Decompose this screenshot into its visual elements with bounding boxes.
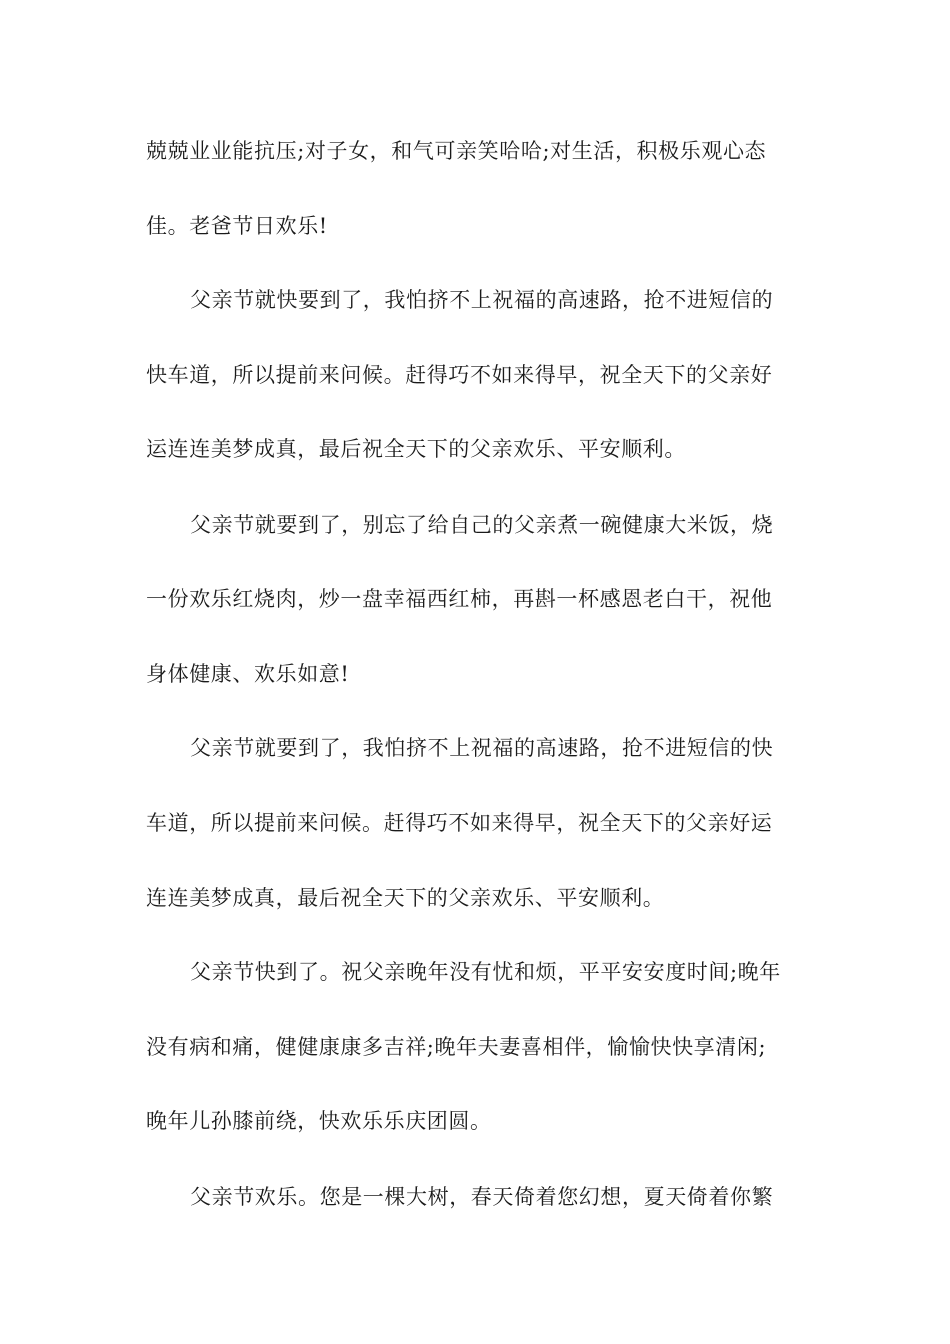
paragraph-first-line: 父亲节欢乐。您是一棵大树，春天倚着您幻想，夏天倚着你繁 xyxy=(190,1185,774,1209)
paragraph-line: 没有病和痛，健健康康多吉祥;晚年夫妻喜相伴，愉愉快快享清闲; xyxy=(146,1035,767,1059)
paragraph-first-line: 父亲节就快要到了，我怕挤不上祝福的高速路，抢不进短信的 xyxy=(190,288,774,312)
paragraph-line: 兢兢业业能抗压;对子女，和气可亲笑哈哈;对生活，积极乐观心态 xyxy=(146,139,767,163)
paragraph-line: 身体健康、欢乐如意! xyxy=(146,662,350,686)
paragraph-first-line: 父亲节就要到了，我怕挤不上祝福的高速路，抢不进短信的快 xyxy=(190,736,774,760)
paragraph-first-line: 父亲节就要到了，别忘了给自己的父亲煮一碗健康大米饭，烧 xyxy=(190,513,774,537)
paragraph-line: 快车道，所以提前来问候。赶得巧不如来得早，祝全天下的父亲好 xyxy=(146,363,773,387)
paragraph-first-line: 父亲节快到了。祝父亲晚年没有忧和烦，平平安安度时间;晚年 xyxy=(190,960,781,984)
paragraph-line: 佳。老爸节日欢乐! xyxy=(146,214,328,238)
paragraph-line: 连连美梦成真，最后祝全天下的父亲欢乐、平安顺利。 xyxy=(146,886,665,910)
paragraph-line: 运连连美梦成真，最后祝全天下的父亲欢乐、平安顺利。 xyxy=(146,437,686,461)
paragraph-line: 车道，所以提前来问候。赶得巧不如来得早，祝全天下的父亲好运 xyxy=(146,811,773,835)
paragraph-line: 一份欢乐红烧肉，炒一盘幸福西红柿，再斟一杯感恩老白干，祝他 xyxy=(146,587,773,611)
paragraph-line: 晚年儿孙膝前绕，快欢乐乐庆团圆。 xyxy=(146,1109,492,1133)
